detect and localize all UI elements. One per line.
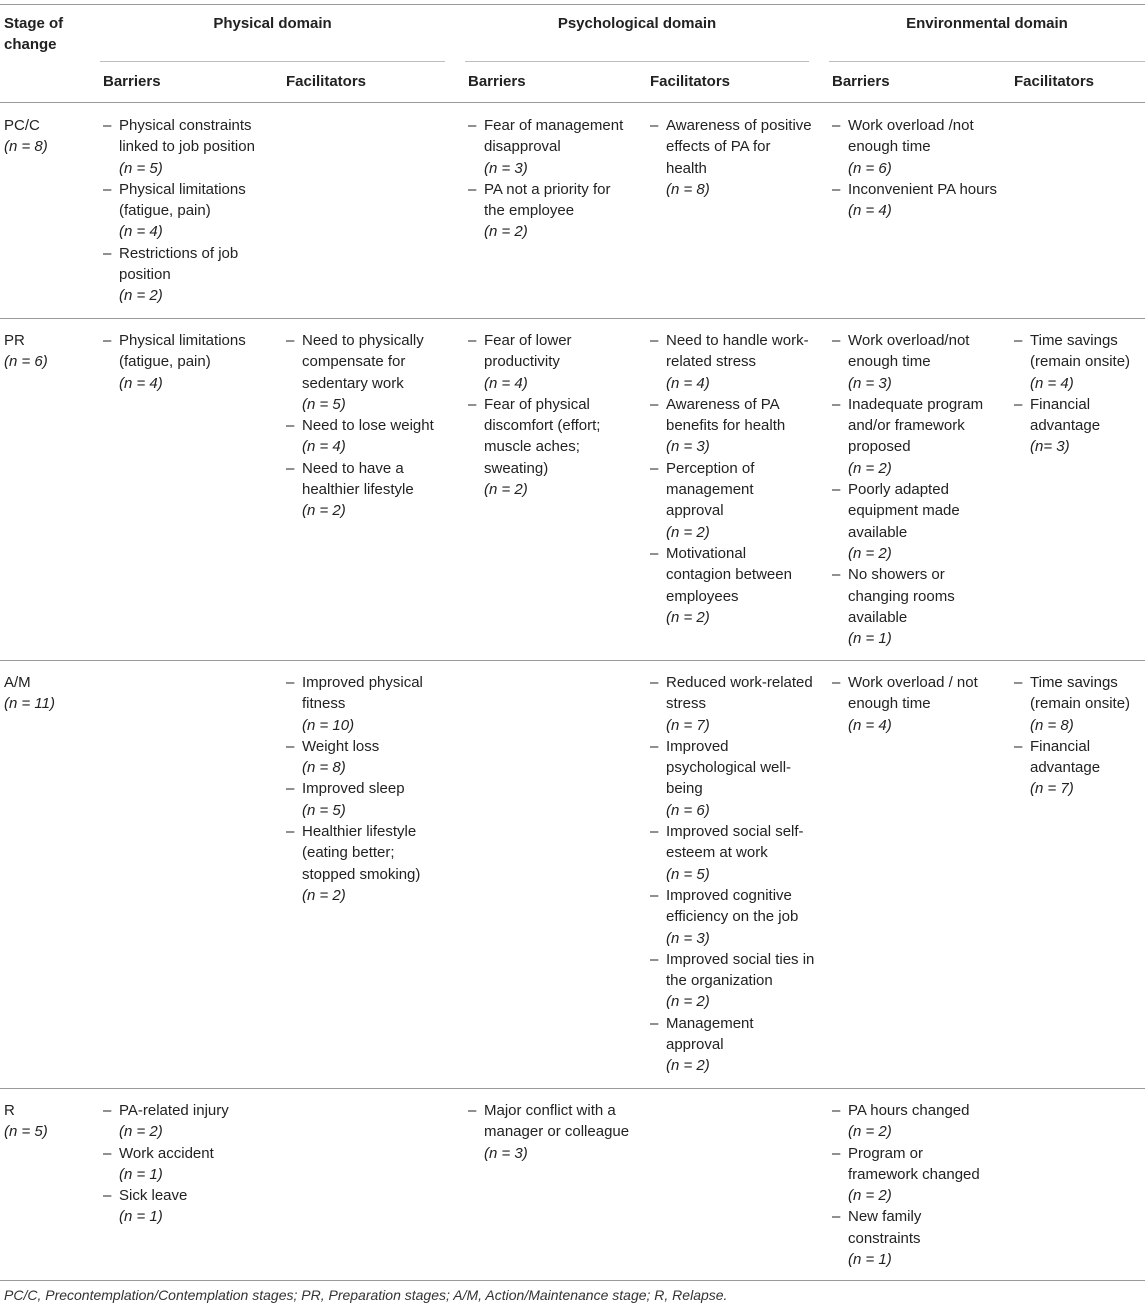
list-item: – Fear of lower productivity (n = 4) (468, 330, 633, 394)
list-item: – Improved psychological well-being (n = 6) (650, 736, 815, 821)
list-item: – No showers or changing rooms available (n = 1) (832, 564, 997, 649)
list-item: – Improved social ties in the organization (n = 2) (650, 949, 815, 1013)
list-item: – Inconvenient PA hours (n = 4) (832, 179, 997, 222)
list-item: – Financial advantage (n= 3) (1014, 394, 1141, 458)
environmental-domain-header: Environmental domain (906, 15, 1068, 32)
physical-facilitators-header: Facilitators (286, 73, 367, 90)
pcc-environmental-barriers (832, 115, 997, 221)
list-item: – Sick leave (n = 1) (103, 1185, 268, 1228)
list-item: – Fear of management disapproval (n = 3) (468, 115, 633, 179)
list-item: – Physical constraints linked to job position (n = 5) (103, 115, 268, 179)
list-item: – Awareness of positive effects of PA for health (n = 8) (650, 115, 815, 200)
am-environmental-facilitators (1014, 672, 1141, 800)
pcc-psychological-facilitators (650, 115, 815, 200)
pr-environmental-facilitators (1014, 330, 1141, 458)
environmental-domain-underline (829, 61, 1145, 62)
list-item: – Work accident (n = 1) (103, 1143, 268, 1186)
r-environmental-barriers (832, 1100, 997, 1270)
list-item: – Need to lose weight (n = 4) (286, 415, 451, 458)
r-physical-barriers (103, 1100, 268, 1228)
physical-domain-underline (100, 61, 445, 62)
list-item: – Time savings (remain onsite) (n = 4) (1014, 330, 1141, 394)
list-item: – Improved physical fitness (n = 10) (286, 672, 451, 736)
environmental-facilitators-header: Facilitators (1014, 73, 1095, 90)
list-item: – Program or framework changed (n = 2) (832, 1143, 997, 1207)
pcc-physical-barriers (103, 115, 268, 307)
am-environmental-barriers (832, 672, 997, 736)
stage-of-change-header: Stage of change (4, 15, 64, 54)
environmental-barriers-header: Barriers (832, 73, 890, 90)
list-item: – Need to physically compensate for sedentary work (n = 5) (286, 330, 451, 415)
list-item: – New family constraints (n = 1) (832, 1206, 997, 1270)
header-bottom-rule (0, 102, 1145, 103)
list-item: – Physical limitations (fatigue, pain) (n = 4) (103, 330, 268, 394)
physical-barriers-header: Barriers (103, 73, 161, 90)
list-item: – Major conflict with a manager or colleague (n = 3) (468, 1100, 633, 1164)
list-item: – Healthier lifestyle (eating better; stopped smoking) (n = 2) (286, 821, 451, 906)
psychological-barriers-header: Barriers (468, 73, 526, 90)
list-item: – Improved cognitive efficiency on the job (n = 3) (650, 885, 815, 949)
table-bottom-rule (0, 1280, 1145, 1281)
am-physical-facilitators (286, 672, 451, 906)
list-item: – PA not a priority for the employee (n = 2) (468, 179, 633, 243)
r-psychological-barriers (468, 1100, 633, 1164)
list-item: – Restrictions of job position (n = 2) (103, 243, 268, 307)
stage-cell-pcc: PC/C (n = 8) (4, 117, 48, 156)
list-item: – Motivational contagion between employees (n = 2) (650, 543, 815, 628)
table-top-rule (0, 4, 1145, 5)
list-item: – Work overload / not enough time (n = 4) (832, 672, 997, 736)
list-item: – Reduced work-related stress (n = 7) (650, 672, 815, 736)
pr-psychological-facilitators (650, 330, 815, 628)
row-divider-pcc (0, 318, 1145, 319)
psychological-facilitators-header: Facilitators (650, 73, 731, 90)
stage-cell-r: R (n = 5) (4, 1102, 48, 1141)
list-item: – Work overload /not enough time (n = 6) (832, 115, 997, 179)
list-item: – Perception of management approval (n = 2) (650, 458, 815, 543)
stage-cell-am: A/M (n = 11) (4, 674, 55, 713)
list-item: – Management approval (n = 2) (650, 1013, 815, 1077)
list-item: – Work overload/not enough time (n = 3) (832, 330, 997, 394)
list-item: – Physical limitations (fatigue, pain) (n = 4) (103, 179, 268, 243)
psychological-domain-header: Psychological domain (557, 15, 717, 32)
table-footnote: PC/C, Precontemplation/Contemplation stages; PR, Preparation stages; A/M, Action/Maintenance stage; R, Relapse. (4, 1287, 728, 1303)
list-item: – Financial advantage (n = 7) (1014, 736, 1141, 800)
physical-domain-header: Physical domain (213, 15, 332, 32)
list-item: – Improved sleep (n = 5) (286, 778, 451, 821)
row-divider-am (0, 1088, 1145, 1089)
list-item: – Weight loss (n = 8) (286, 736, 451, 779)
pr-environmental-barriers (832, 330, 997, 649)
row-divider-pr (0, 660, 1145, 661)
psychological-domain-underline (465, 61, 809, 62)
pr-physical-facilitators (286, 330, 451, 522)
pcc-psychological-barriers (468, 115, 633, 243)
pr-psychological-barriers (468, 330, 633, 500)
list-item: – Inadequate program and/or framework proposed (n = 2) (832, 394, 997, 479)
list-item: – Awareness of PA benefits for health (n = 3) (650, 394, 815, 458)
stage-cell-pr: PR (n = 6) (4, 332, 48, 371)
list-item: – Need to have a healthier lifestyle (n = 2) (286, 458, 451, 522)
list-item: – PA-related injury (n = 2) (103, 1100, 268, 1143)
pr-physical-barriers (103, 330, 268, 394)
list-item: – Time savings (remain onsite) (n = 8) (1014, 672, 1141, 736)
list-item: – Improved social self-esteem at work (n = 5) (650, 821, 815, 885)
list-item: – Need to handle work-related stress (n = 4) (650, 330, 815, 394)
list-item: – Fear of physical discomfort (effort; muscle aches; sweating) (n = 2) (468, 394, 633, 500)
list-item: – Poorly adapted equipment made available (n = 2) (832, 479, 997, 564)
am-psychological-facilitators (650, 672, 815, 1077)
list-item: – PA hours changed (n = 2) (832, 1100, 997, 1143)
